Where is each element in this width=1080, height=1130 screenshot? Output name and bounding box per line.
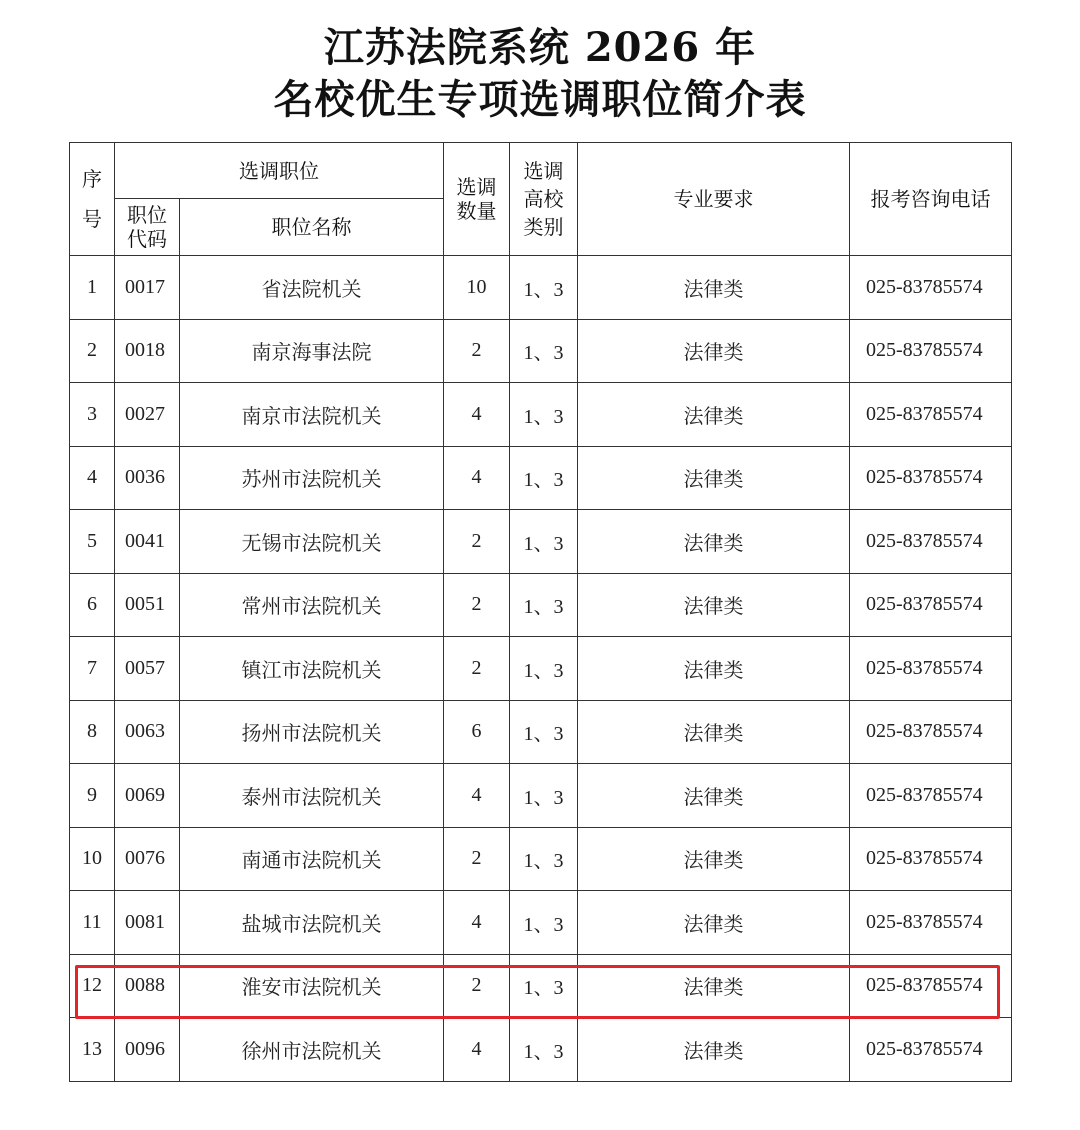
- cell-major: 法律类: [578, 954, 850, 1018]
- title-line-1: 江苏法院系统 2026 年: [323, 24, 757, 71]
- cell-count: 4: [444, 1018, 510, 1082]
- cell-name: 南京市法院机关: [180, 383, 444, 447]
- cell-seq: 6: [70, 573, 115, 637]
- table-row-highlighted: [70, 954, 1012, 1018]
- cell-name: 扬州市法院机关: [180, 700, 444, 764]
- cell-phone: 025-83785574: [850, 827, 1012, 891]
- cell-code: 0063: [115, 700, 180, 764]
- cell-school: 1、3: [510, 700, 578, 764]
- table-body: [70, 256, 1012, 1082]
- cell-school: 1、3: [510, 637, 578, 701]
- header-school-text: 选调高校类别: [523, 159, 564, 239]
- cell-major: 法律类: [578, 827, 850, 891]
- cell-code: 0051: [115, 573, 180, 637]
- cell-school: 1、3: [510, 1018, 578, 1082]
- table-row: [70, 573, 1012, 637]
- cell-count: 4: [444, 764, 510, 828]
- cell-seq: 11: [70, 891, 115, 955]
- cell-name: 徐州市法院机关: [180, 1018, 444, 1082]
- cell-seq: 13: [70, 1018, 115, 1082]
- title-line-2: 名校优生专项选调职位简介表: [273, 76, 807, 123]
- cell-count: 6: [444, 700, 510, 764]
- cell-code: 0088: [115, 954, 180, 1018]
- cell-phone: 025-83785574: [850, 637, 1012, 701]
- cell-code: 0041: [115, 510, 180, 574]
- cell-code: 0018: [115, 319, 180, 383]
- cell-major: 法律类: [578, 764, 850, 828]
- cell-phone: 025-83785574: [850, 764, 1012, 828]
- header-count: [444, 143, 510, 256]
- cell-count: 4: [444, 891, 510, 955]
- cell-name: 省法院机关: [180, 256, 444, 320]
- cell-seq: 9: [70, 764, 115, 828]
- table-row: [70, 764, 1012, 828]
- header-name: 职位名称: [180, 199, 444, 256]
- cell-name: 无锡市法院机关: [180, 510, 444, 574]
- cell-code: 0076: [115, 827, 180, 891]
- cell-name: 镇江市法院机关: [180, 637, 444, 701]
- cell-code: 0027: [115, 383, 180, 447]
- cell-seq: 5: [70, 510, 115, 574]
- cell-count: 4: [444, 383, 510, 447]
- cell-school: 1、3: [510, 383, 578, 447]
- document-title: [0, 22, 1080, 126]
- header-school-category: [510, 143, 578, 256]
- header-code-text: 职位代码: [127, 203, 167, 251]
- cell-major: 法律类: [578, 319, 850, 383]
- cell-code: 0096: [115, 1018, 180, 1082]
- table-row: [70, 827, 1012, 891]
- table-row: [70, 383, 1012, 447]
- table-row: [70, 1018, 1012, 1082]
- cell-major: 法律类: [578, 446, 850, 510]
- cell-phone: 025-83785574: [850, 1018, 1012, 1082]
- cell-count: 10: [444, 256, 510, 320]
- cell-seq: 2: [70, 319, 115, 383]
- cell-name: 苏州市法院机关: [180, 446, 444, 510]
- cell-major: 法律类: [578, 573, 850, 637]
- header-phone: 报考咨询电话: [850, 143, 1012, 256]
- header-major: 专业要求: [578, 143, 850, 256]
- cell-phone: 025-83785574: [850, 319, 1012, 383]
- cell-count: 2: [444, 827, 510, 891]
- positions-table: [69, 142, 1012, 1082]
- cell-major: 法律类: [578, 637, 850, 701]
- cell-phone: 025-83785574: [850, 891, 1012, 955]
- cell-seq: 3: [70, 383, 115, 447]
- cell-name: 盐城市法院机关: [180, 891, 444, 955]
- cell-name: 淮安市法院机关: [180, 954, 444, 1018]
- cell-seq: 8: [70, 700, 115, 764]
- cell-major: 法律类: [578, 383, 850, 447]
- header-seq-text: 序号: [82, 167, 102, 231]
- cell-count: 2: [444, 637, 510, 701]
- cell-phone: 025-83785574: [850, 573, 1012, 637]
- cell-seq: 10: [70, 827, 115, 891]
- cell-major: 法律类: [578, 256, 850, 320]
- cell-school: 1、3: [510, 954, 578, 1018]
- cell-code: 0081: [115, 891, 180, 955]
- cell-name: 南通市法院机关: [180, 827, 444, 891]
- cell-major: 法律类: [578, 510, 850, 574]
- cell-name: 泰州市法院机关: [180, 764, 444, 828]
- cell-seq: 1: [70, 256, 115, 320]
- cell-school: 1、3: [510, 319, 578, 383]
- cell-major: 法律类: [578, 700, 850, 764]
- cell-seq: 4: [70, 446, 115, 510]
- cell-phone: 025-83785574: [850, 446, 1012, 510]
- cell-count: 2: [444, 319, 510, 383]
- cell-seq: 7: [70, 637, 115, 701]
- table-row: [70, 700, 1012, 764]
- cell-school: 1、3: [510, 446, 578, 510]
- header-position-group: 选调职位: [115, 143, 444, 199]
- table-row: [70, 891, 1012, 955]
- cell-name: 南京海事法院: [180, 319, 444, 383]
- cell-major: 法律类: [578, 1018, 850, 1082]
- table-row: [70, 319, 1012, 383]
- table-row: [70, 637, 1012, 701]
- cell-count: 4: [444, 446, 510, 510]
- table-row: [70, 510, 1012, 574]
- cell-phone: 025-83785574: [850, 954, 1012, 1018]
- cell-count: 2: [444, 573, 510, 637]
- cell-phone: 025-83785574: [850, 383, 1012, 447]
- cell-name: 常州市法院机关: [180, 573, 444, 637]
- cell-major: 法律类: [578, 891, 850, 955]
- header-code: [115, 199, 180, 256]
- cell-phone: 025-83785574: [850, 510, 1012, 574]
- cell-seq: 12: [70, 954, 115, 1018]
- cell-count: 2: [444, 954, 510, 1018]
- cell-phone: 025-83785574: [850, 256, 1012, 320]
- cell-school: 1、3: [510, 573, 578, 637]
- cell-school: 1、3: [510, 891, 578, 955]
- cell-count: 2: [444, 510, 510, 574]
- cell-school: 1、3: [510, 764, 578, 828]
- cell-code: 0057: [115, 637, 180, 701]
- header-count-text: 选调数量: [456, 175, 497, 223]
- table-row: [70, 446, 1012, 510]
- cell-school: 1、3: [510, 827, 578, 891]
- cell-school: 1、3: [510, 256, 578, 320]
- cell-school: 1、3: [510, 510, 578, 574]
- cell-code: 0017: [115, 256, 180, 320]
- cell-code: 0069: [115, 764, 180, 828]
- cell-code: 0036: [115, 446, 180, 510]
- header-seq: [70, 143, 115, 256]
- cell-phone: 025-83785574: [850, 700, 1012, 764]
- table-row: [70, 256, 1012, 320]
